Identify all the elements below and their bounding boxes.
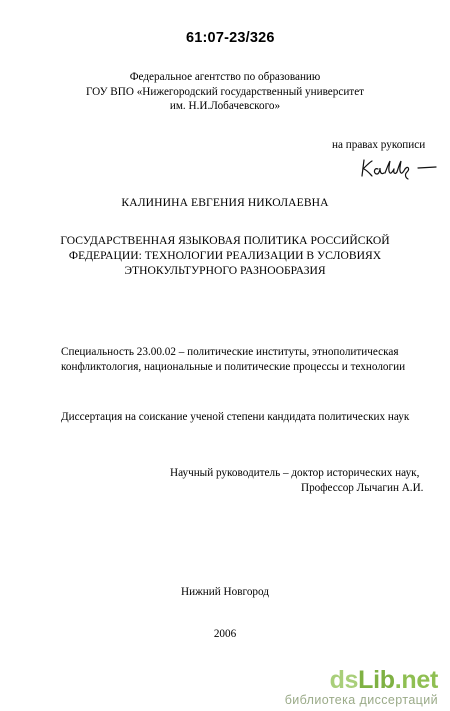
supervisor-line-1: Научный руководитель – доктор исторических наук, bbox=[170, 467, 420, 479]
specialty-line-2: конфликтология, национальные и политические процессы и технологии bbox=[61, 360, 406, 373]
watermark-logo-lib: Lib bbox=[358, 666, 395, 694]
handwritten-signature bbox=[360, 156, 440, 187]
specialty-line-1: Специальность 23.00.02 – политические институты, этнополитическая bbox=[61, 346, 399, 358]
title-line-2: ФЕДЕРАЦИИ: ТЕХНОЛОГИИ РЕАЛИЗАЦИИ В УСЛОВИЯХ bbox=[68, 249, 382, 262]
manuscript-rights-label: на правах рукописи bbox=[332, 139, 426, 151]
watermark-subtitle: библиотека диссертаций bbox=[284, 693, 438, 707]
supervisor-block bbox=[170, 466, 423, 495]
title-line-1: ГОСУДАРСТВЕННАЯ ЯЗЫКОВАЯ ПОЛИТИКА РОССИЙСКОЙ bbox=[60, 234, 390, 247]
specialty-block bbox=[61, 345, 405, 374]
city: Нижний Новгород bbox=[181, 586, 269, 598]
document-code: 61:07-23/326 bbox=[186, 30, 275, 46]
watermark-logo-ds: ds bbox=[329, 666, 359, 694]
organization-line-3: им. Н.И.Лобачевского» bbox=[169, 100, 281, 112]
watermark-logo bbox=[285, 667, 438, 693]
watermark-logo-net: .net bbox=[394, 666, 438, 694]
year: 2006 bbox=[213, 628, 237, 640]
title-line-3: ЭТНОКУЛЬТУРНОГО РАЗНООБРАЗИЯ bbox=[124, 264, 326, 277]
degree-statement: Диссертация на соискание ученой степени кандидата политических наук bbox=[61, 411, 410, 423]
organization-line-2: ГОУ ВПО «Нижегородский государственный университет bbox=[85, 85, 365, 98]
author-name: КАЛИНИНА ЕВГЕНИЯ НИКОЛАЕВНА bbox=[121, 196, 329, 209]
dissertation-title bbox=[0, 233, 450, 278]
supervisor-line-2: Профессор Лычагин А.И. bbox=[301, 481, 424, 494]
organization-line-1: Федеральное агентство по образованию bbox=[129, 71, 321, 83]
signature-icon bbox=[360, 156, 440, 182]
organization-block bbox=[0, 70, 450, 114]
watermark bbox=[285, 667, 438, 707]
